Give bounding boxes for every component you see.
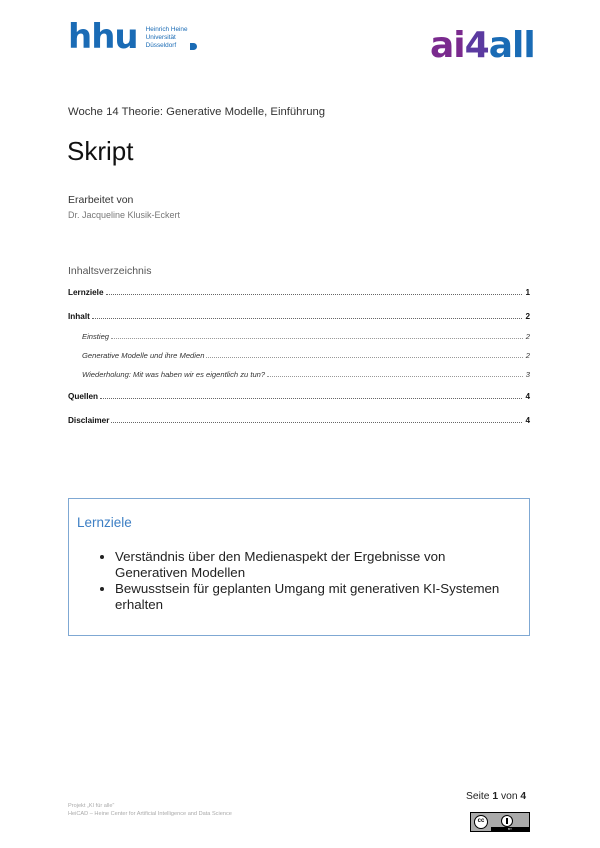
toc-entry-page: 2 bbox=[525, 332, 530, 341]
hhu-logo-mark: hhu bbox=[68, 17, 138, 57]
page-number bbox=[466, 791, 526, 802]
toc-entry-page: 3 bbox=[525, 370, 530, 379]
document-title: Skript bbox=[67, 136, 134, 166]
toc-leader bbox=[267, 376, 523, 377]
learning-goal-item: • Verständnis über den Medienaspekt der Ergebnisse von Generativen Modellen bbox=[115, 549, 515, 581]
learning-goal-item: • Bewusstsein für geplanten Umgang mit generativen KI-Systemen erhalten bbox=[115, 581, 515, 613]
learning-goals-list bbox=[95, 549, 515, 613]
toc-entry-quellen[interactable] bbox=[68, 392, 530, 404]
footer-center: HeiCAD – Heine Center for Artificial Intelligence and Data Science bbox=[68, 810, 232, 817]
learning-goals-title: Lernziele bbox=[77, 515, 132, 530]
toc-entry-label: Inhalt bbox=[68, 312, 90, 321]
toc-entry-einstieg[interactable] bbox=[68, 332, 530, 344]
hhu-line-3: Düsseldorf bbox=[145, 42, 177, 49]
toc-leader bbox=[111, 338, 523, 339]
toc-heading: Inhaltsverzeichnis bbox=[68, 265, 152, 277]
toc-entry-label: Wiederholung: Mit was haben wir es eigentlich zu tun? bbox=[82, 370, 266, 379]
toc-entry-page: 2 bbox=[525, 312, 530, 321]
prepared-by-label: Erarbeitet von bbox=[68, 194, 134, 206]
toc-leader bbox=[206, 357, 522, 358]
toc-leader bbox=[100, 398, 522, 399]
footer-project: Projekt „KI für alle“ bbox=[68, 803, 115, 809]
hhu-logo bbox=[68, 17, 197, 57]
toc-entry-generative-modelle[interactable] bbox=[68, 351, 530, 363]
page-current: 1 bbox=[492, 791, 499, 802]
toc-leader bbox=[111, 422, 522, 423]
document-subtitle: Woche 14 Theorie: Generative Modelle, Einführung bbox=[68, 106, 326, 118]
ai4all-all: all bbox=[488, 25, 535, 66]
hhu-line-1: Heinrich Heine bbox=[145, 26, 188, 33]
ai4all-ai: ai bbox=[430, 25, 465, 66]
cc-by-license-badge bbox=[470, 812, 530, 832]
toc-entry-wiederholung[interactable] bbox=[68, 370, 530, 382]
toc-entry-page: 4 bbox=[525, 416, 530, 425]
hhu-square-icon bbox=[190, 43, 197, 50]
toc-leader bbox=[92, 318, 523, 319]
cc-icon: cc bbox=[474, 815, 488, 829]
hhu-logo-text bbox=[146, 26, 188, 52]
page-total: 4 bbox=[520, 791, 527, 802]
toc-entry-label: Generative Modelle und ihre Medien bbox=[82, 351, 205, 360]
toc-entry-label: Lernziele bbox=[68, 288, 104, 297]
toc-entry-page: 4 bbox=[525, 392, 530, 401]
page-prefix: Seite bbox=[466, 791, 493, 802]
page-middle: von bbox=[498, 791, 521, 802]
toc-entry-page: 2 bbox=[525, 351, 530, 360]
toc-entry-label: Disclaimer bbox=[68, 416, 110, 425]
attribution-person-icon bbox=[501, 815, 513, 827]
toc-entry-label: Quellen bbox=[68, 392, 99, 401]
hhu-line-2: Universität bbox=[145, 34, 176, 41]
table-of-contents bbox=[68, 288, 530, 428]
toc-entry-label: Einstieg bbox=[82, 332, 110, 341]
learning-goals-box bbox=[68, 498, 530, 636]
toc-entry-lernziele[interactable] bbox=[68, 288, 530, 300]
ai4all-four: 4 bbox=[464, 25, 489, 66]
author-name: Dr. Jacqueline Klusik-Eckert bbox=[68, 210, 181, 220]
toc-entry-inhalt[interactable] bbox=[68, 312, 530, 324]
by-label: BY bbox=[491, 827, 529, 831]
footer-project-info bbox=[68, 803, 232, 818]
ai4all-logo bbox=[430, 25, 535, 66]
toc-entry-disclaimer[interactable] bbox=[68, 416, 530, 428]
toc-entry-page: 1 bbox=[525, 288, 530, 297]
toc-leader bbox=[106, 294, 523, 295]
